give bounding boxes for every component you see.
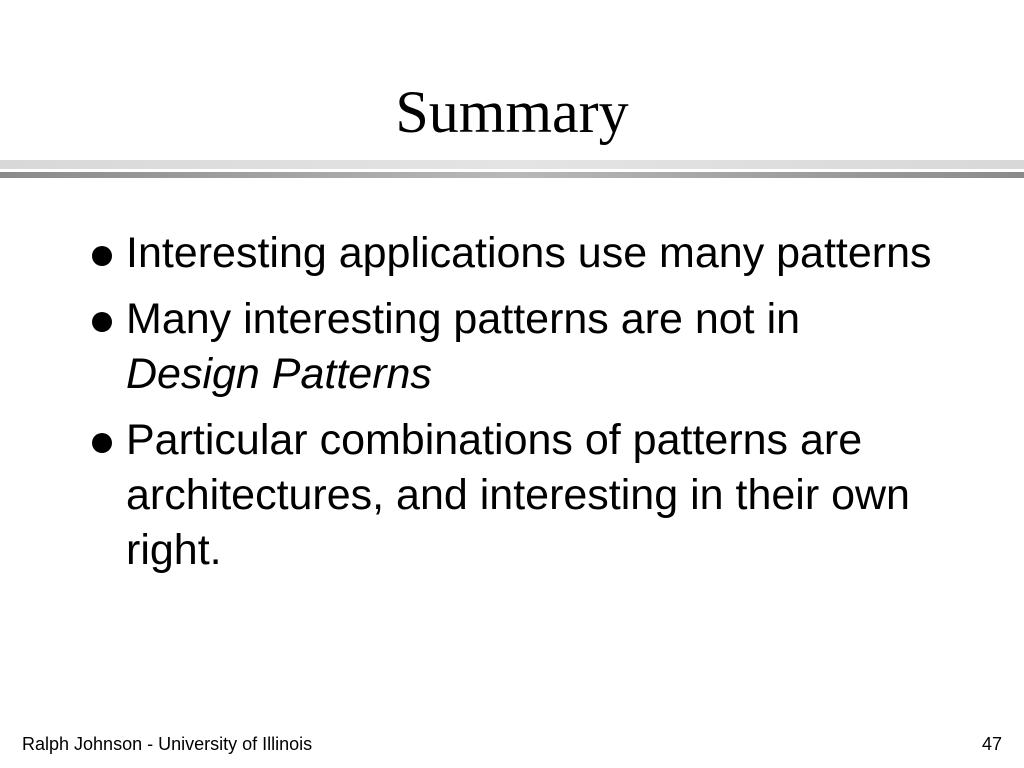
footer-author: Ralph Johnson - University of Illinois — [22, 734, 313, 754]
bullet-item — [88, 292, 948, 402]
bullet-text: Many interesting patterns are not in — [126, 295, 801, 343]
bullet-item — [88, 413, 948, 578]
bullet-dot-icon — [92, 246, 112, 266]
book-title: Design Patterns — [126, 350, 432, 398]
bullet-dot-icon — [92, 433, 112, 453]
page-number: 47 — [981, 734, 1002, 754]
bullet-item — [88, 226, 948, 281]
bullet-list — [88, 226, 948, 589]
title-divider-light — [0, 160, 1024, 169]
title-divider-dark — [0, 172, 1024, 178]
bullet-text: Particular combinations of patterns are architectures, and interesting in their own right. — [126, 416, 910, 574]
bullet-text: Interesting applications use many patterns — [126, 229, 932, 277]
bullet-dot-icon — [92, 312, 112, 332]
slide-title: Summary — [395, 79, 629, 145]
